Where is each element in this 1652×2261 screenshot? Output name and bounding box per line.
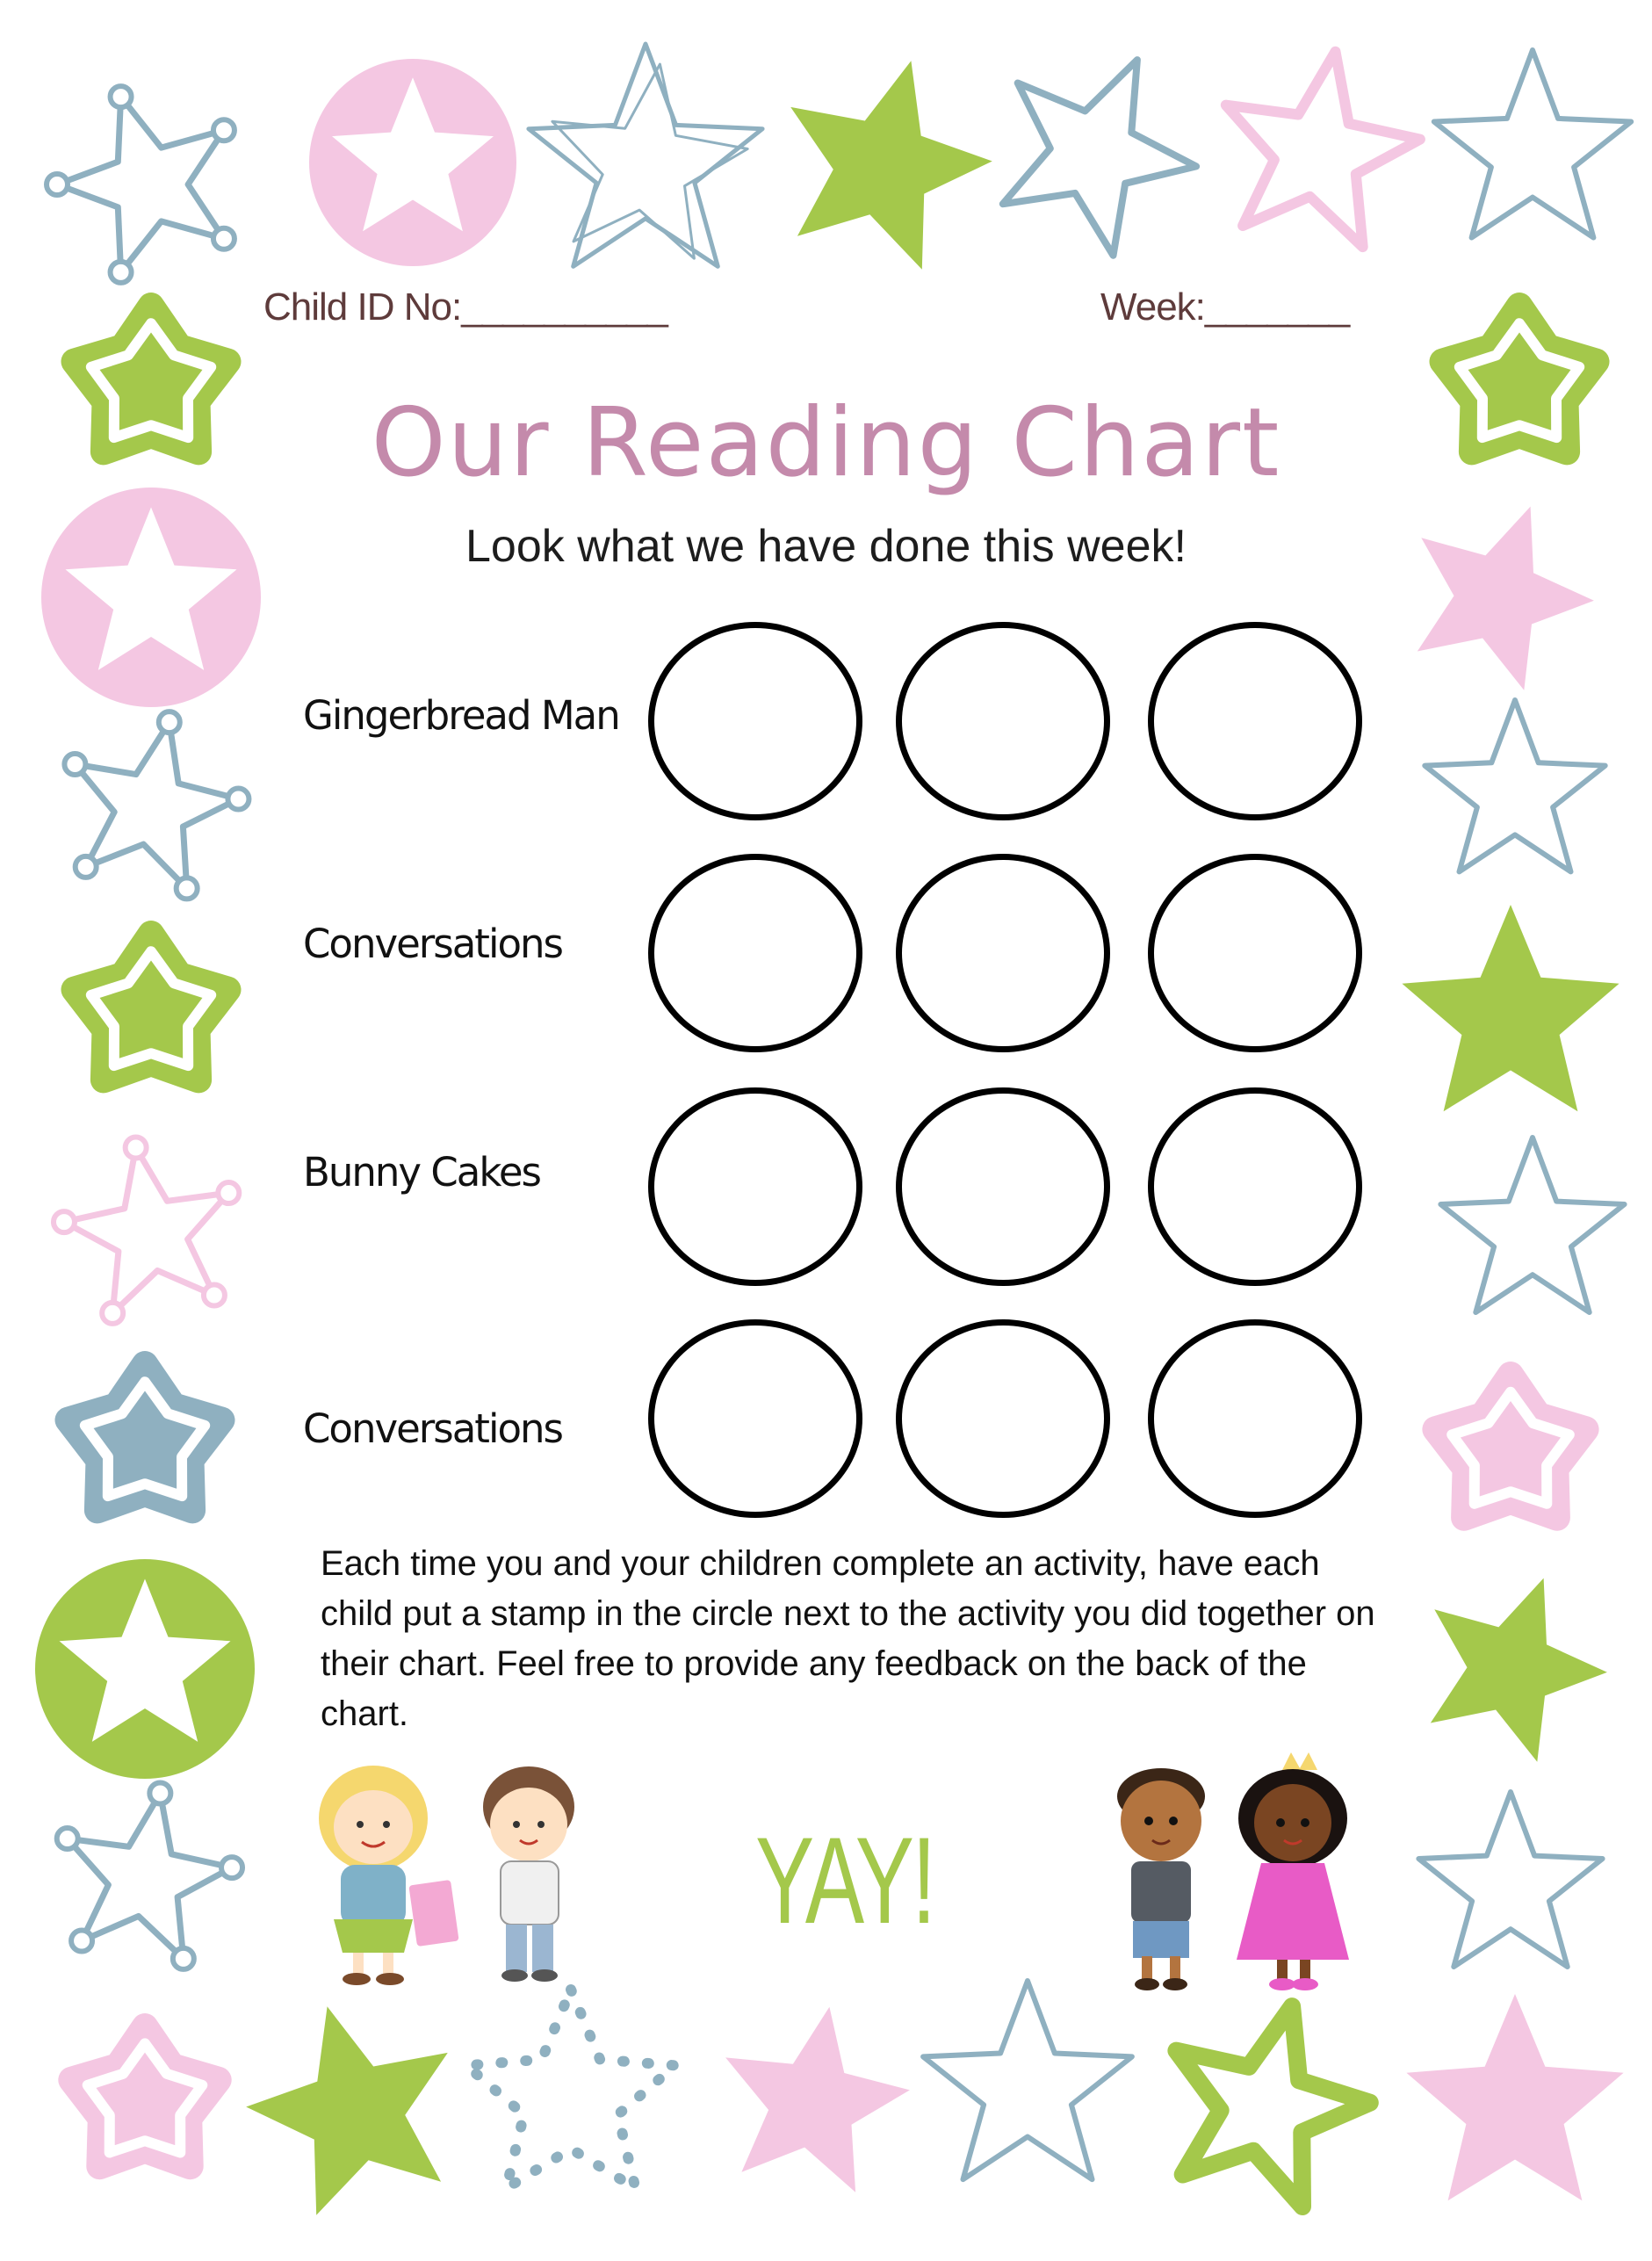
stamp-circle[interactable] <box>1148 854 1362 1052</box>
star-outline-icon <box>529 44 762 266</box>
star-sheriff-tip <box>71 1930 92 1951</box>
stamp-circle[interactable] <box>1148 1319 1362 1518</box>
star-sheriff-tip <box>227 789 249 810</box>
star-sheriff-tip <box>57 1828 78 1849</box>
star-outline-icon <box>1226 52 1420 247</box>
star-sheriff-tip <box>126 1138 147 1159</box>
page-title: Our Reading Chart <box>371 388 1281 498</box>
stamp-circle[interactable] <box>896 622 1110 820</box>
week-field[interactable]: Week:_______ <box>1100 285 1350 329</box>
star-sheriff-tip <box>213 119 234 141</box>
yay-text: YAY! <box>755 1811 934 1949</box>
star-filled-icon <box>246 2006 448 2214</box>
star-outline-icon <box>1418 1792 1602 1967</box>
star-filled-icon <box>725 2007 910 2192</box>
star-sheriff-tip <box>159 712 180 733</box>
star-outline-icon <box>923 1981 1132 2179</box>
star-sheriff-tip <box>111 86 132 107</box>
star-outline-icon <box>1434 50 1631 238</box>
stamp-circle[interactable] <box>648 854 862 1052</box>
page-subtitle: Look what we have done this week! <box>465 521 1187 572</box>
star-sheriff-tip <box>218 1182 239 1203</box>
star-outline-icon <box>57 97 224 272</box>
star-sheriff-tip <box>177 878 198 899</box>
stamp-circle[interactable] <box>1148 622 1362 820</box>
star-sheriff-tip <box>54 1211 75 1232</box>
star-filled-icon <box>1402 905 1619 1111</box>
star-sheriff-tip <box>204 1284 225 1305</box>
star-sheriff-tip <box>213 228 234 249</box>
stamp-circle[interactable] <box>648 622 862 820</box>
star-sheriff-tip <box>173 1948 194 1969</box>
instructions-text: Each time you and your children complete an activity, have each child put a stamp in the circle next to the activity you did together on their chart. Feel free to provide any feedback on the back of the chart. <box>321 1544 1375 1733</box>
stamp-circle[interactable] <box>896 1087 1110 1286</box>
star-sheriff-tip <box>149 1783 170 1804</box>
star-outline-icon <box>1440 1138 1624 1312</box>
star-outline-icon <box>75 722 238 888</box>
star-outline-icon <box>1425 700 1605 871</box>
child-id-field[interactable]: Child ID No:__________ <box>263 285 667 329</box>
star-sheriff-tip <box>102 1303 123 1324</box>
activity-label-1: Gingerbread Man <box>303 692 619 739</box>
stamp-circle[interactable] <box>896 854 1110 1052</box>
star-filled-icon <box>790 61 992 269</box>
star-filled-icon <box>1431 1578 1607 1762</box>
stamp-circle[interactable] <box>648 1319 862 1518</box>
stamp-circle[interactable] <box>648 1087 862 1286</box>
star-sheriff-tip <box>47 174 68 195</box>
star-sheriff-tip <box>64 754 85 775</box>
activity-label-3: Bunny Cakes <box>303 1149 540 1196</box>
star-filled-icon <box>1406 1994 1623 2200</box>
children-illustration <box>1098 1752 1379 1998</box>
stamp-circle[interactable] <box>896 1319 1110 1518</box>
star-sheriff-tip <box>111 262 132 283</box>
star-dotted-icon <box>466 1990 675 2188</box>
activity-label-2: Conversations <box>303 921 562 967</box>
activity-label-4: Conversations <box>303 1405 562 1452</box>
star-outline-icon <box>1003 60 1196 256</box>
star-sheriff-tip <box>221 1857 242 1878</box>
star-outline-icon <box>1176 2006 1369 2207</box>
children-reading-illustration <box>299 1752 597 1990</box>
stamp-circle[interactable] <box>1148 1087 1362 1286</box>
star-sheriff-tip <box>76 856 97 878</box>
